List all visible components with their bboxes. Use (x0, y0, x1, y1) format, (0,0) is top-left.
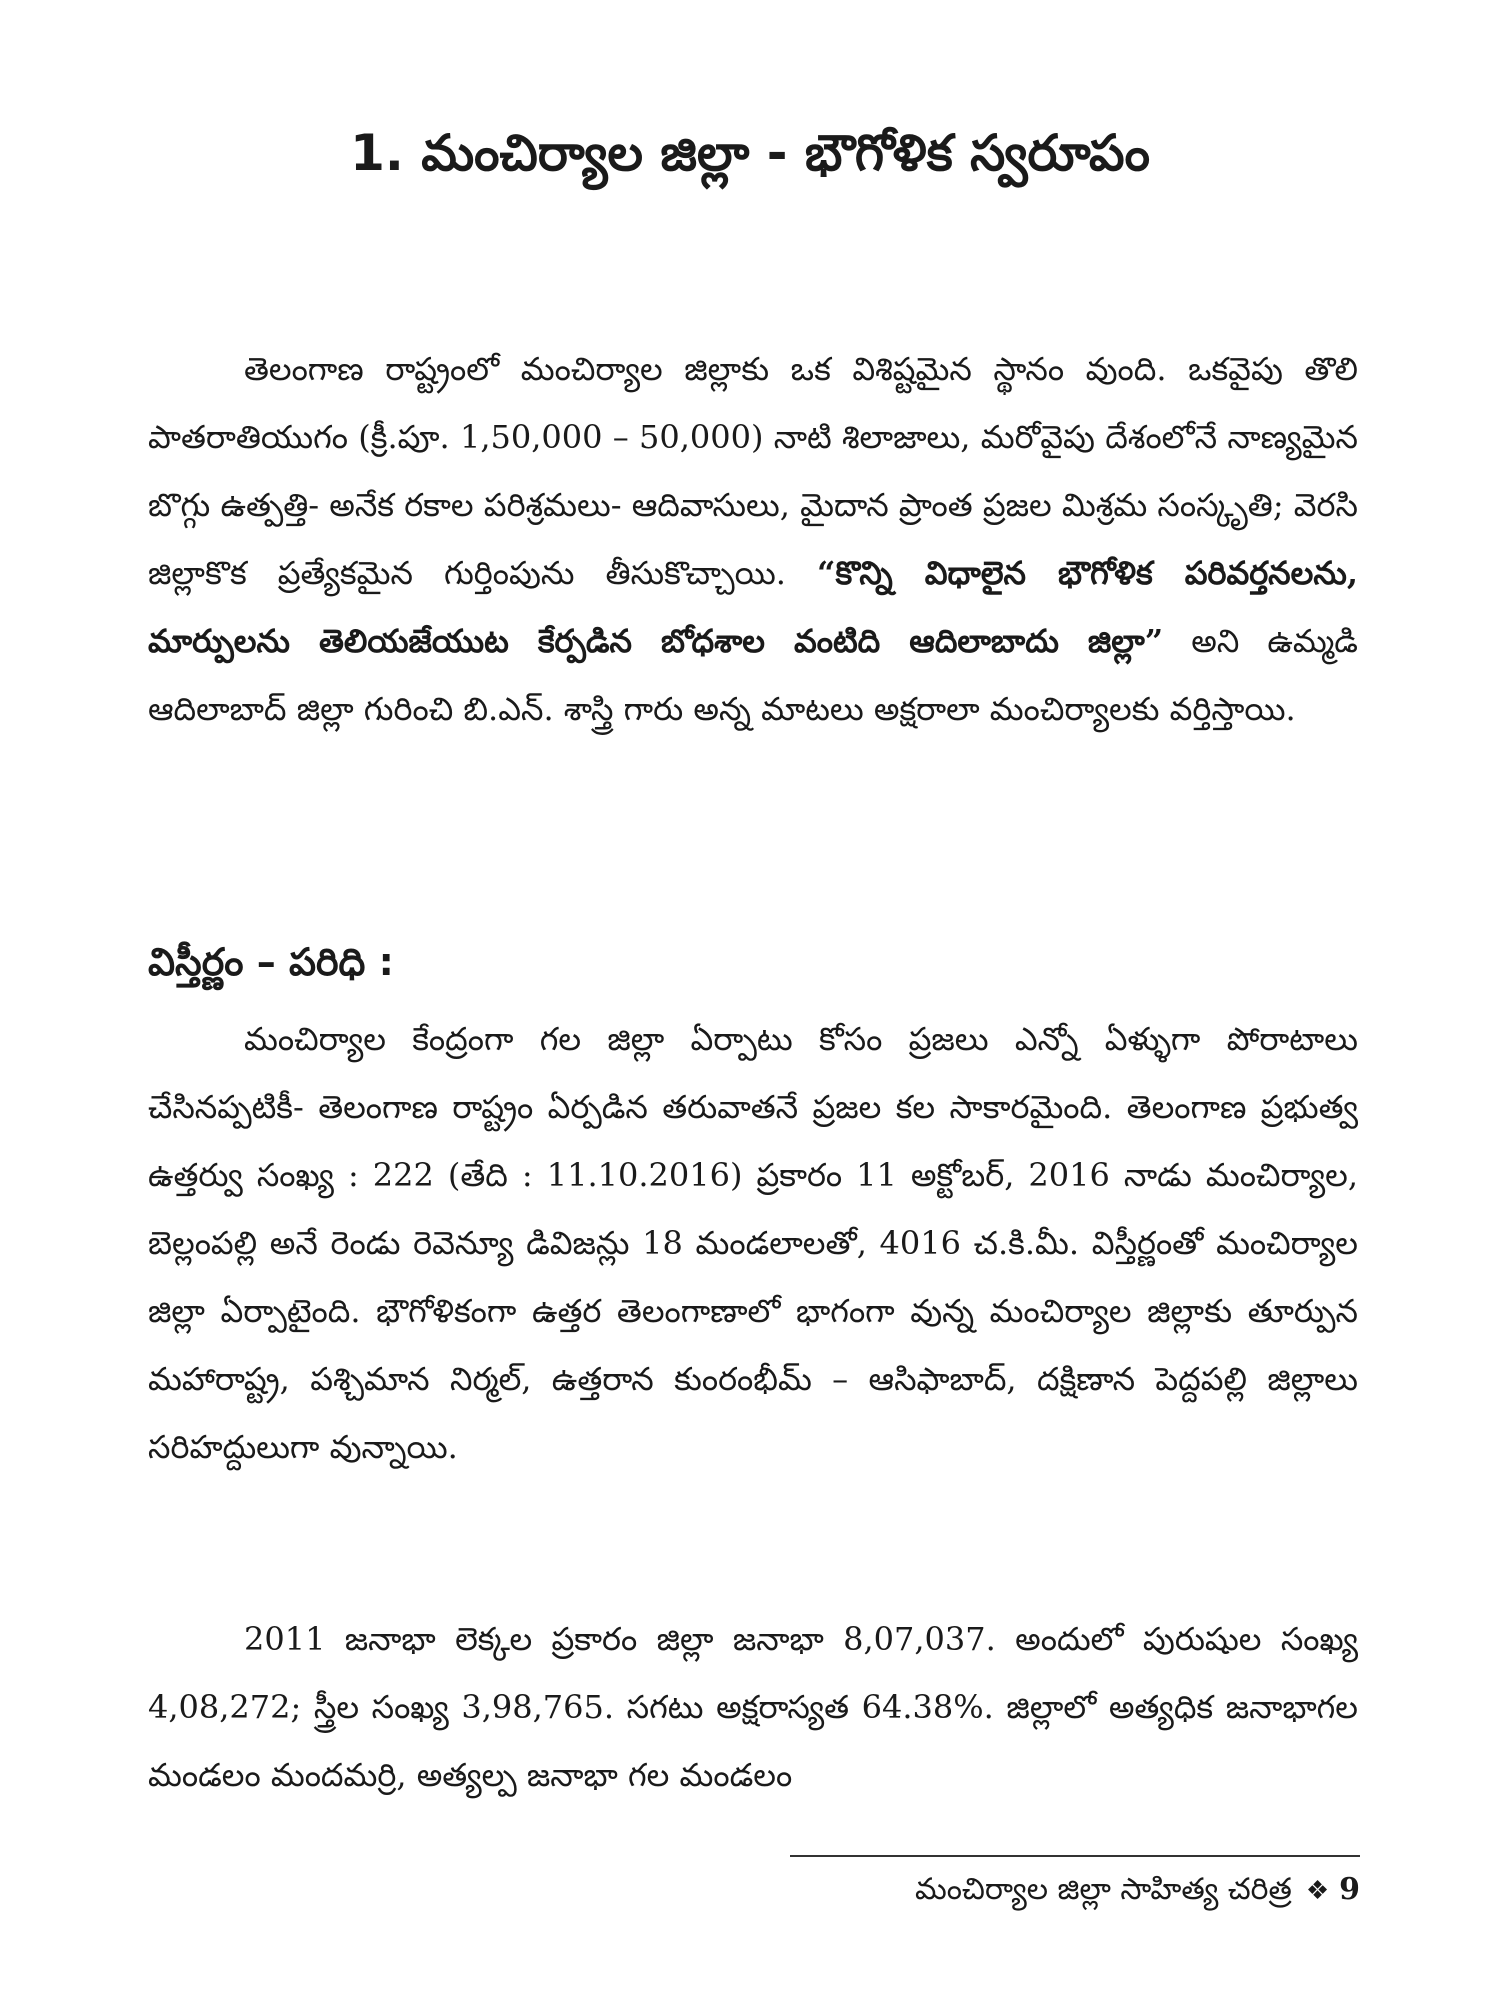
quoted-remark: “కొన్ని విధాలైన భౌగోళిక పరివర్తనలను, మార్పులను తెలియజేయుట కేర్పడిన బోధశాల వంటిది ఆదిలాబాదు జిల్లా” (148, 554, 1359, 660)
chapter-title: 1. మంచిర్యాల జిల్లా - భౌగోళిక స్వరూపం (350, 124, 1150, 182)
intro-text-after-quote: అని ఉమ్మడి ఆదిలాబాద్ జిల్లా గురించి బి.ఎన్. శాస్త్రి గారు అన్న మాటలు అక్షరాలా మంచిర్యాలకు వర్తిస్తాయి. (148, 622, 1358, 728)
intro-text-before-quote: తెలంగాణ రాష్ట్రంలో మంచిర్యాల జిల్లాకు ఒక విశిష్టమైన స్థానం వుంది. ఒకవైపు తొలి పాతరాతియుగం (క్రీ.పూ. 1,50,000 – 50,000) నాటి శిలాజాలు, మరోవైపు దేశంలోనే నాణ్యమైన బొగ్గు ఉత్పత్తి- అనేక రకాల పరిశ్రమలు- ఆదివాసులు, మైదాన ప్రాంత ప్రజల మిశ్రమ సంస్కృతి; వెరసి జిల్లాకొక ప్రత్యేకమైన గుర్తింపును తీసుకొచ్చాయి. (148, 350, 1358, 592)
diamond-ornament-icon: ❖ (1305, 1876, 1330, 1906)
page-number: 9 (1339, 1872, 1360, 1907)
running-footer (915, 1866, 1360, 1915)
area-paragraph-text: మంచిర్యాల కేంద్రంగా గల జిల్లా ఏర్పాటు కోసం ప్రజలు ఎన్నో ఏళ్ళుగా పోరాటాలు చేసినప్పటికీ- తెలంగాణ రాష్ట్రం ఏర్పడిన తరువాతనే ప్రజల కల సాకారమైంది. తెలంగాణ ప్రభుత్వ ఉత్తర్వు సంఖ్య : 222 (తేది : 11.10.2016) ప్రకారం 11 అక్టోబర్, 2016 నాడు మంచిర్యాల, బెల్లంపల్లి అనే రెండు రెవెన్యూ డివిజన్లు 18 మండలాలతో, 4016 చ.కి.మీ. విస్తీర్ణంతో మంచిర్యాల జిల్లా ఏర్పాటైంది. భౌగోళికంగా ఉత్తర తెలంగాణాలో భాగంగా వున్న మంచిర్యాల జిల్లాకు తూర్పున మహారాష్ట్ర, పశ్చిమాన నిర్మల్, ఉత్తరాన కుంరంభీమ్ – ఆసిఫాబాద్, దక్షిణాన పెద్దపల్లి జిల్లాలు సరిహద్దులుగా వున్నాయి. (148, 1020, 1358, 1466)
footer-book-title: మంచిర్యాల జిల్లా సాహిత్య చరిత్ర (914, 1872, 1292, 1907)
population-paragraph (148, 1605, 1358, 1809)
population-paragraph-text: 2011 జనాభా లెక్కల ప్రకారం జిల్లా జనాభా 8,07,037. అందులో పురుషుల సంఖ్య 4,08,272; స్త్రీల సంఖ్య 3,98,765. సగటు అక్షరాస్యత 64.38%. జిల్లాలో అత్యధిక జనాభాగల మండలం మందమర్రి, అత్యల్ప జనాభా గల మండలం (148, 1620, 1358, 1794)
section-heading: విస్తీర్ణం – పరిధి : (148, 940, 394, 984)
footer-divider (790, 1855, 1360, 1857)
intro-paragraph (148, 335, 1358, 743)
area-paragraph (148, 1005, 1358, 1481)
